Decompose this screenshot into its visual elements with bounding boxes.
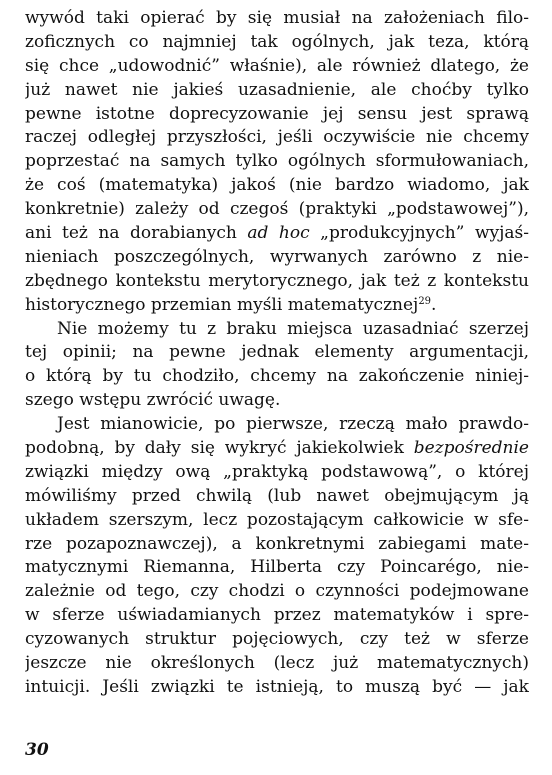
text-line	[25, 318, 529, 342]
line-text: zależnie od tego, czy chodzi o czynności podejmowane	[25, 581, 529, 602]
body-text	[25, 7, 529, 700]
emphasized-text: bezpośrednie	[413, 438, 529, 459]
line-text: że coś (matematyka) jakoś (nie bardzo wiadomo, jak	[25, 175, 529, 196]
text-line	[25, 580, 529, 604]
emphasized-text: ad hoc	[247, 223, 310, 244]
text-line	[25, 676, 529, 700]
text-line	[25, 7, 529, 31]
text-line	[25, 126, 529, 150]
text-line	[25, 79, 529, 103]
text-line	[25, 437, 529, 461]
line-text: matycznymi Riemanna, Hilberta czy Poincarégo, nie-	[25, 557, 529, 578]
line-text: konkretnie) zależy od czegoś (praktyki „podstawowej”),	[25, 199, 529, 220]
line-text: historycznego przemian myśli matematycznej	[25, 294, 419, 315]
line-text: szego wstępu zwrócić uwagę.	[25, 390, 281, 411]
line-text: podobną, by dały się wykryć jakiekolwiek	[25, 438, 414, 459]
line-text: już nawet nie jakieś uzasadnienie, ale choćby tylko	[25, 79, 529, 100]
text-line	[25, 413, 529, 437]
text-line	[25, 533, 529, 557]
text-line	[25, 174, 529, 198]
text-line	[25, 270, 529, 294]
text-line	[25, 604, 529, 628]
footnote-reference: 29	[418, 295, 432, 307]
line-text: o którą by tu chodziło, chcemy na zakończenie niniej-	[25, 366, 529, 387]
line-text: pewne istotne doprecyzowanie jej sensu jest sprawą	[25, 103, 529, 124]
line-text: rze pozapoznawczej), a konkretnymi zabiegami mate-	[25, 533, 529, 554]
text-line	[25, 652, 529, 676]
text-line	[25, 556, 529, 580]
text-line	[25, 294, 529, 318]
text-line	[25, 365, 529, 389]
text-line	[25, 461, 529, 485]
line-text: raczej odległej przyszłości, jeśli oczywiście nie chcemy	[25, 127, 529, 148]
line-text: związki między ową „praktyką podstawową”, o której	[25, 461, 529, 482]
line-text: poprzestać na samych tylko ogólnych sformułowaniach,	[25, 151, 529, 172]
line-text: nieniach poszczególnych, wyrwanych zarówno z nie-	[25, 246, 529, 267]
text-line	[25, 246, 529, 270]
line-text: tej opinii; na pewne jednak elementy argumentacji,	[25, 342, 529, 363]
line-text: zoficznych co najmniej tak ogólnych, jak teza, którą	[25, 31, 529, 52]
text-line	[25, 198, 529, 222]
line-text: Jest mianowicie, po pierwsze, rzeczą mało prawdo-	[57, 414, 529, 435]
line-text: cyzowanych struktur pojęciowych, czy też w sferze	[25, 629, 529, 650]
line-text: jeszcze nie określonych (lecz już matematycznych)	[25, 653, 529, 674]
text-line	[25, 509, 529, 533]
line-text: wywód taki opierać by się musiał na założeniach filo-	[25, 8, 529, 28]
line-text: intuicji. Jeśli związki te istnieją, to muszą być — jak	[25, 676, 529, 697]
text-line	[25, 31, 529, 55]
text-line	[25, 485, 529, 509]
line-text: układem szerszym, lecz pozostającym całkowicie w sfe-	[25, 509, 529, 530]
text-line	[25, 150, 529, 174]
text-line	[25, 103, 529, 127]
line-text: ani też na dorabianych	[25, 223, 248, 244]
line-text: mówiliśmy przed chwilą (lub nawet obejmującym ją	[25, 485, 529, 506]
text-line	[25, 222, 529, 246]
text-line	[25, 628, 529, 652]
line-text: się chce „udowodnić” właśnie), ale również dlatego, że	[25, 55, 529, 76]
text-line	[25, 341, 529, 365]
line-text: „produkcyjnych” wyjaś-	[309, 223, 529, 244]
line-text: w sferze uświadamianych przez matematyków i spre-	[25, 605, 529, 626]
text-line	[25, 55, 529, 79]
line-text: .	[431, 294, 437, 315]
text-line	[25, 389, 529, 413]
page-number: 30	[25, 740, 49, 760]
line-text: zbędnego kontekstu merytorycznego, jak też z kontekstu	[25, 270, 529, 291]
line-text: Nie możemy tu z braku miejsca uzasadniać szerzej	[57, 318, 529, 339]
